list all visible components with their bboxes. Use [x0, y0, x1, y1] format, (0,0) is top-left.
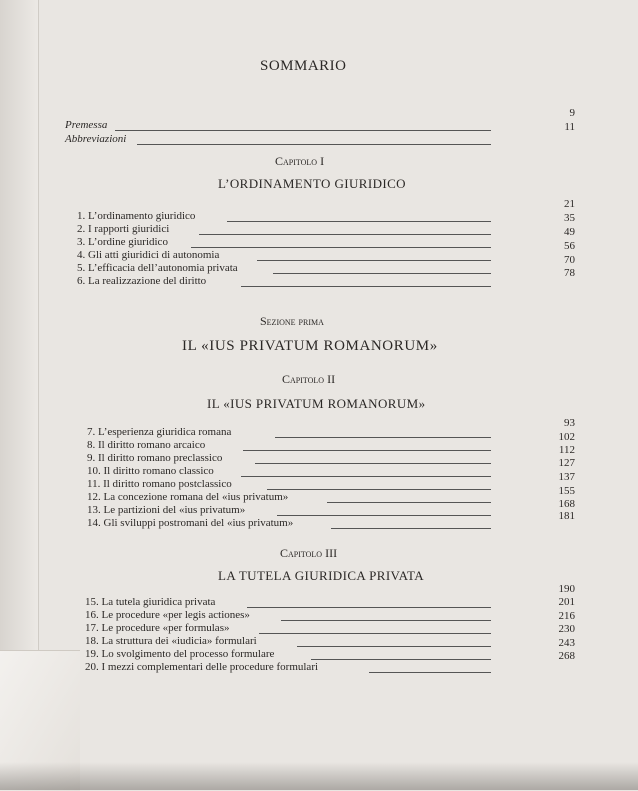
page-number: 168: [558, 498, 575, 510]
page-number: 70: [564, 254, 575, 266]
toc-entry: 8. Il diritto romano arcaico: [87, 439, 491, 452]
page-number: 181: [558, 510, 575, 522]
page-number: 11: [564, 121, 575, 133]
toc-entry: 11. Il diritto romano postclassico: [87, 478, 491, 491]
toc-entry: 13. Le partizioni del «ius privatum»: [87, 504, 491, 517]
page-number: 112: [558, 444, 575, 456]
toc-entry: 2. I rapporti giuridici: [77, 223, 491, 236]
page-number: 49: [564, 226, 575, 238]
toc-entry: 18. La struttura dei «iudicia» formulari: [85, 635, 491, 648]
toc-entry-premessa: Premessa: [65, 119, 491, 132]
page-number: 216: [558, 610, 575, 622]
toc-entry: 6. La realizzazione del diritto: [77, 275, 491, 288]
chapter-heading: IL «IUS PRIVATUM ROMANORUM»: [207, 396, 426, 411]
page-number: 127: [558, 457, 575, 469]
toc-entry: 15. La tutela giuridica privata: [85, 596, 491, 609]
toc-entry: 16. Le procedure «per legis actiones»: [85, 609, 491, 622]
toc-entry-abbreviazioni: Abbreviazioni: [65, 133, 491, 146]
page-number: 155: [558, 485, 575, 497]
page-number: 93: [564, 417, 575, 429]
toc-entry: 4. Gli atti giuridici di autonomia: [77, 249, 491, 262]
page-number: 201: [558, 596, 575, 608]
page-number: 9: [569, 107, 575, 119]
page-number: 230: [558, 623, 575, 635]
page-number: 102: [558, 431, 575, 443]
page-number: 190: [558, 583, 575, 595]
toc-entry: 20. I mezzi complementari delle procedure formulari: [85, 661, 491, 674]
toc-entry: 12. La concezione romana del «ius privatum»: [87, 491, 491, 504]
bottom-shadow: [0, 762, 638, 790]
toc-entry: 1. L’ordinamento giuridico: [77, 210, 491, 223]
page-number: 21: [564, 198, 575, 210]
toc-entry: 7. L’esperienza giuridica romana: [87, 426, 491, 439]
page-number: 243: [558, 637, 575, 649]
chapter-label: Capitolo III: [280, 546, 338, 560]
toc-entry: 17. Le procedure «per formulas»: [85, 622, 491, 635]
page-number: 56: [564, 240, 575, 252]
toc-entry: 9. Il diritto romano preclassico: [87, 452, 491, 465]
chapter-label: Capitolo II: [282, 372, 336, 386]
chapter-heading: L’ORDINAMENTO GIURIDICO: [218, 176, 406, 191]
page-number: 78: [564, 267, 575, 279]
page-number: 137: [558, 471, 575, 483]
page-number: 268: [558, 650, 575, 662]
section-label: Sezione prima: [260, 314, 324, 328]
chapter-label: Capitolo I: [275, 154, 325, 168]
toc-entry: 10. Il diritto romano classico: [87, 465, 491, 478]
section-heading: IL «IUS PRIVATUM ROMANORUM»: [182, 338, 438, 354]
toc-entry: 3. L’ordine giuridico: [77, 236, 491, 249]
toc-entry: 14. Gli sviluppi postromani del «ius privatum»: [87, 517, 491, 530]
chapter-heading: LA TUTELA GIURIDICA PRIVATA: [218, 568, 425, 583]
page-title: SOMMARIO: [260, 58, 347, 74]
toc-entry: 19. Lo svolgimento del processo formulare: [85, 648, 491, 661]
toc-entry: 5. L’efficacia dell’autonomia privata: [77, 262, 491, 275]
page-number: 35: [564, 212, 575, 224]
